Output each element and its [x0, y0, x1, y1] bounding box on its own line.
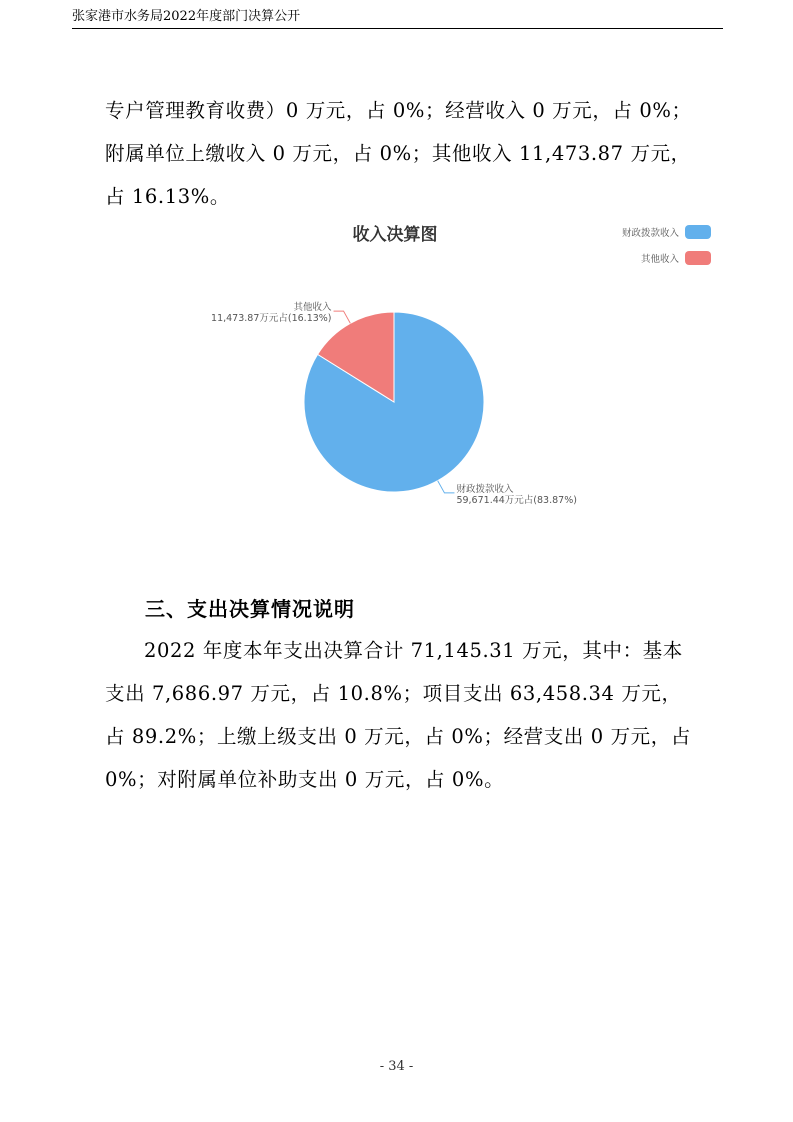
chart-legend [622, 225, 711, 265]
pie-label-value-1: 11,473.87万元占(16.13%) [211, 313, 332, 325]
page-header: 张家港市水务局2022年度部门决算公开 [72, 8, 723, 29]
legend-label-1: 其他收入 [640, 254, 679, 265]
chart-title: 收入决算图 [352, 225, 438, 245]
legend-label-0: 财政拨款收入 [621, 228, 679, 239]
legend-swatch-1 [685, 251, 711, 265]
legend-swatch-0 [685, 225, 711, 239]
income-paragraph: 专户管理教育收费）0 万元，占 0%；经营收入 0 万元，占 0%；附属单位上缴收入 0 万元，占 0%；其他收入 11,473.87 万元，占 16.13%。 [105, 99, 692, 208]
income-pie-chart [195, 212, 735, 532]
section-title: 三、支出决算情况说明 [145, 597, 355, 621]
pie-label-value-0: 59,671.44万元占(83.87%) [456, 494, 577, 506]
pie-svg [195, 212, 735, 532]
expense-paragraph: 2022 年度本年支出决算合计 71,145.31 万元，其中：基本支出 7,686.97 万元，占 10.8%；项目支出 63,458.34 万元，占 89.2%；上缴上级支出 0 万元，占 0%；经营支出 0 万元，占 0%；对附属单位补助支出 0 万元，占 0%。 [105, 639, 691, 791]
page-number: - 34 - [379, 1059, 414, 1074]
pie-label-name-1: 其他收入 [293, 302, 332, 314]
pie-leader-line-1 [334, 311, 351, 323]
pie-label-name-0: 财政拨款收入 [456, 483, 514, 495]
pie-leader-line-0 [438, 481, 455, 493]
pie-slices [304, 312, 484, 492]
